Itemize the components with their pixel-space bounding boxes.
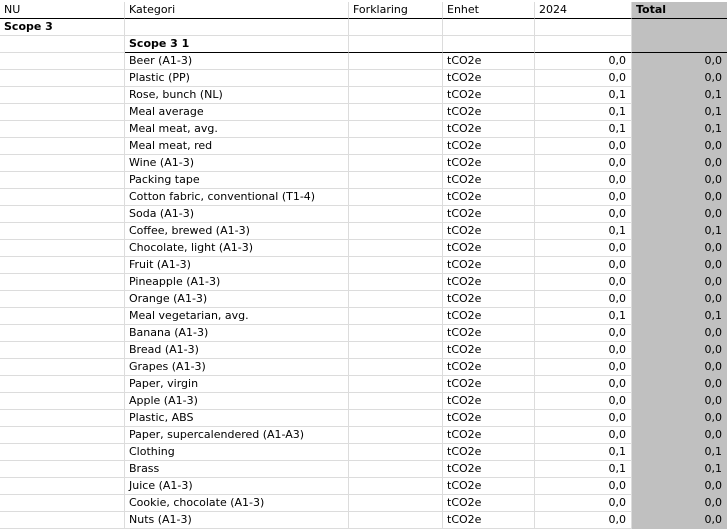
nu-cell[interactable] — [0, 104, 125, 121]
table-row — [0, 70, 727, 87]
enhet-cell[interactable]: tCO2e — [443, 87, 535, 104]
total-value-cell[interactable]: 0,0 — [632, 376, 727, 393]
enhet-cell[interactable]: tCO2e — [443, 291, 535, 308]
nu-cell[interactable] — [0, 410, 125, 427]
total-value-cell[interactable]: 0,1 — [632, 461, 727, 478]
total-value-cell[interactable]: 0,0 — [632, 53, 727, 70]
nu-cell[interactable] — [0, 138, 125, 155]
year-value-cell[interactable]: 0,1 — [535, 104, 632, 121]
year-value-cell[interactable]: 0,1 — [535, 308, 632, 325]
kategori-cell[interactable]: Apple (A1-3) — [125, 393, 349, 410]
forklaring-cell[interactable] — [349, 427, 443, 444]
kategori-cell[interactable]: Clothing — [125, 444, 349, 461]
kategori-cell[interactable]: Wine (A1-3) — [125, 155, 349, 172]
enhet-cell[interactable]: tCO2e — [443, 461, 535, 478]
year-value-cell[interactable]: 0,0 — [535, 70, 632, 87]
kategori-cell[interactable]: Paper, virgin — [125, 376, 349, 393]
total-value-cell[interactable]: 0,1 — [632, 444, 727, 461]
total-value-cell[interactable]: 0,0 — [632, 512, 727, 529]
nu-cell[interactable] — [0, 291, 125, 308]
enhet-cell[interactable]: tCO2e — [443, 359, 535, 376]
kategori-cell[interactable]: Plastic, ABS — [125, 410, 349, 427]
forklaring-cell[interactable] — [349, 308, 443, 325]
total-value-cell[interactable]: 0,1 — [632, 121, 727, 138]
nu-cell[interactable] — [0, 461, 125, 478]
kategori-cell[interactable]: Meal average — [125, 104, 349, 121]
nu-cell[interactable] — [0, 257, 125, 274]
nu-cell[interactable] — [0, 325, 125, 342]
section-row — [0, 19, 727, 36]
kategori-cell[interactable]: Pineapple (A1-3) — [125, 274, 349, 291]
header-total[interactable]: Total — [632, 2, 727, 19]
nu-cell[interactable] — [0, 172, 125, 189]
empty-cell[interactable] — [535, 19, 632, 36]
enhet-cell[interactable]: tCO2e — [443, 393, 535, 410]
kategori-cell[interactable]: Coffee, brewed (A1-3) — [125, 223, 349, 240]
table-row — [0, 478, 727, 495]
kategori-cell[interactable]: Cotton fabric, conventional (T1-4) — [125, 189, 349, 206]
table-row — [0, 189, 727, 206]
total-value-cell[interactable]: 0,0 — [632, 257, 727, 274]
forklaring-cell[interactable] — [349, 138, 443, 155]
enhet-cell[interactable]: tCO2e — [443, 444, 535, 461]
kategori-cell[interactable]: Soda (A1-3) — [125, 206, 349, 223]
forklaring-cell[interactable] — [349, 325, 443, 342]
nu-cell[interactable] — [0, 359, 125, 376]
year-value-cell[interactable]: 0,0 — [535, 155, 632, 172]
nu-cell[interactable] — [0, 223, 125, 240]
nu-cell[interactable] — [0, 495, 125, 512]
total-value-cell[interactable]: 0,0 — [632, 172, 727, 189]
enhet-cell[interactable]: tCO2e — [443, 53, 535, 70]
empty-cell[interactable] — [349, 36, 443, 53]
table-row — [0, 172, 727, 189]
year-value-cell[interactable]: 0,0 — [535, 342, 632, 359]
forklaring-cell[interactable] — [349, 87, 443, 104]
kategori-cell[interactable]: Brass — [125, 461, 349, 478]
total-value-cell[interactable]: 0,1 — [632, 308, 727, 325]
nu-cell[interactable] — [0, 274, 125, 291]
year-value-cell[interactable]: 0,1 — [535, 461, 632, 478]
total-value-cell[interactable]: 0,0 — [632, 359, 727, 376]
enhet-cell[interactable]: tCO2e — [443, 410, 535, 427]
year-value-cell[interactable]: 0,0 — [535, 427, 632, 444]
enhet-cell[interactable]: tCO2e — [443, 155, 535, 172]
nu-cell[interactable] — [0, 512, 125, 529]
year-value-cell[interactable]: 0,1 — [535, 444, 632, 461]
forklaring-cell[interactable] — [349, 461, 443, 478]
forklaring-cell[interactable] — [349, 189, 443, 206]
forklaring-cell[interactable] — [349, 155, 443, 172]
kategori-cell[interactable]: Grapes (A1-3) — [125, 359, 349, 376]
year-value-cell[interactable]: 0,1 — [535, 87, 632, 104]
forklaring-cell[interactable] — [349, 495, 443, 512]
total-value-cell[interactable]: 0,0 — [632, 427, 727, 444]
forklaring-cell[interactable] — [349, 410, 443, 427]
nu-cell[interactable] — [0, 376, 125, 393]
enhet-cell[interactable]: tCO2e — [443, 427, 535, 444]
nu-cell[interactable] — [0, 444, 125, 461]
forklaring-cell[interactable] — [349, 291, 443, 308]
table-row — [0, 274, 727, 291]
table-row — [0, 512, 727, 529]
total-value-cell[interactable]: 0,0 — [632, 410, 727, 427]
enhet-cell[interactable]: tCO2e — [443, 121, 535, 138]
empty-cell[interactable] — [632, 36, 727, 53]
table-row — [0, 223, 727, 240]
kategori-cell[interactable]: Nuts (A1-3) — [125, 512, 349, 529]
kategori-cell[interactable]: Meal meat, avg. — [125, 121, 349, 138]
table-row — [0, 495, 727, 512]
nu-cell[interactable] — [0, 206, 125, 223]
year-value-cell[interactable]: 0,0 — [535, 189, 632, 206]
year-value-cell[interactable]: 0,0 — [535, 257, 632, 274]
total-value-cell[interactable]: 0,0 — [632, 240, 727, 257]
total-value-cell[interactable]: 0,0 — [632, 291, 727, 308]
forklaring-cell[interactable] — [349, 223, 443, 240]
forklaring-cell[interactable] — [349, 376, 443, 393]
table-row — [0, 410, 727, 427]
table-row — [0, 121, 727, 138]
subsection-row — [0, 36, 727, 53]
nu-cell[interactable] — [0, 427, 125, 444]
year-value-cell[interactable]: 0,0 — [535, 291, 632, 308]
table-row — [0, 444, 727, 461]
nu-cell[interactable] — [0, 308, 125, 325]
table-row — [0, 342, 727, 359]
kategori-cell[interactable]: Fruit (A1-3) — [125, 257, 349, 274]
forklaring-cell[interactable] — [349, 121, 443, 138]
kategori-cell[interactable]: Meal vegetarian, avg. — [125, 308, 349, 325]
enhet-cell[interactable]: tCO2e — [443, 70, 535, 87]
enhet-cell[interactable]: tCO2e — [443, 325, 535, 342]
forklaring-cell[interactable] — [349, 104, 443, 121]
kategori-cell[interactable]: Rose, bunch (NL) — [125, 87, 349, 104]
kategori-cell[interactable]: Juice (A1-3) — [125, 478, 349, 495]
enhet-cell[interactable]: tCO2e — [443, 223, 535, 240]
forklaring-cell[interactable] — [349, 359, 443, 376]
forklaring-cell[interactable] — [349, 274, 443, 291]
total-value-cell[interactable]: 0,0 — [632, 274, 727, 291]
total-value-cell[interactable]: 0,0 — [632, 342, 727, 359]
year-value-cell[interactable]: 0,0 — [535, 393, 632, 410]
forklaring-cell[interactable] — [349, 444, 443, 461]
table-row — [0, 138, 727, 155]
nu-cell[interactable] — [0, 53, 125, 70]
total-value-cell[interactable]: 0,0 — [632, 155, 727, 172]
kategori-cell[interactable]: Banana (A1-3) — [125, 325, 349, 342]
table-row — [0, 257, 727, 274]
table-row — [0, 393, 727, 410]
year-value-cell[interactable]: 0,0 — [535, 240, 632, 257]
table-row — [0, 325, 727, 342]
kategori-cell[interactable]: Plastic (PP) — [125, 70, 349, 87]
total-value-cell[interactable]: 0,0 — [632, 189, 727, 206]
year-value-cell[interactable]: 0,0 — [535, 359, 632, 376]
enhet-cell[interactable]: tCO2e — [443, 478, 535, 495]
table-row — [0, 291, 727, 308]
year-value-cell[interactable]: 0,0 — [535, 410, 632, 427]
kategori-cell[interactable]: Paper, supercalendered (A1-A3) — [125, 427, 349, 444]
forklaring-cell[interactable] — [349, 342, 443, 359]
total-value-cell[interactable]: 0,0 — [632, 325, 727, 342]
total-value-cell[interactable]: 0,1 — [632, 223, 727, 240]
enhet-cell[interactable]: tCO2e — [443, 342, 535, 359]
empty-cell[interactable] — [125, 19, 349, 36]
table-row — [0, 427, 727, 444]
enhet-cell[interactable]: tCO2e — [443, 138, 535, 155]
total-value-cell[interactable]: 0,0 — [632, 393, 727, 410]
section-label[interactable]: Scope 3 — [0, 19, 125, 36]
enhet-cell[interactable]: tCO2e — [443, 308, 535, 325]
total-value-cell[interactable]: 0,0 — [632, 206, 727, 223]
year-value-cell[interactable]: 0,0 — [535, 325, 632, 342]
empty-cell[interactable] — [443, 19, 535, 36]
kategori-cell[interactable]: Orange (A1-3) — [125, 291, 349, 308]
forklaring-cell[interactable] — [349, 478, 443, 495]
subsection-label[interactable]: Scope 3 1 — [125, 36, 349, 53]
nu-cell[interactable] — [0, 155, 125, 172]
forklaring-cell[interactable] — [349, 53, 443, 70]
header-nu[interactable]: NU — [0, 2, 125, 19]
table-row — [0, 206, 727, 223]
header-row — [0, 2, 727, 19]
table-row — [0, 376, 727, 393]
table-row — [0, 155, 727, 172]
year-value-cell[interactable]: 0,0 — [535, 512, 632, 529]
total-value-cell[interactable]: 0,0 — [632, 478, 727, 495]
nu-cell[interactable] — [0, 87, 125, 104]
enhet-cell[interactable]: tCO2e — [443, 206, 535, 223]
table-row — [0, 461, 727, 478]
forklaring-cell[interactable] — [349, 257, 443, 274]
enhet-cell[interactable]: tCO2e — [443, 376, 535, 393]
kategori-cell[interactable]: Bread (A1-3) — [125, 342, 349, 359]
total-value-cell[interactable]: 0,0 — [632, 70, 727, 87]
header-forklaring[interactable]: Forklaring — [349, 2, 443, 19]
table-row — [0, 87, 727, 104]
forklaring-cell[interactable] — [349, 70, 443, 87]
header-enhet[interactable]: Enhet — [443, 2, 535, 19]
header-kategori[interactable]: Kategori — [125, 2, 349, 19]
kategori-cell[interactable]: Beer (A1-3) — [125, 53, 349, 70]
forklaring-cell[interactable] — [349, 206, 443, 223]
year-value-cell[interactable]: 0,0 — [535, 478, 632, 495]
enhet-cell[interactable]: tCO2e — [443, 495, 535, 512]
empty-cell[interactable] — [443, 36, 535, 53]
year-value-cell[interactable]: 0,0 — [535, 53, 632, 70]
enhet-cell[interactable]: tCO2e — [443, 189, 535, 206]
empty-cell[interactable] — [0, 36, 125, 53]
year-value-cell[interactable]: 0,0 — [535, 495, 632, 512]
nu-cell[interactable] — [0, 342, 125, 359]
total-value-cell[interactable]: 0,0 — [632, 138, 727, 155]
enhet-cell[interactable]: tCO2e — [443, 257, 535, 274]
nu-cell[interactable] — [0, 478, 125, 495]
enhet-cell[interactable]: tCO2e — [443, 512, 535, 529]
table-row — [0, 104, 727, 121]
year-value-cell[interactable]: 0,0 — [535, 138, 632, 155]
enhet-cell[interactable]: tCO2e — [443, 172, 535, 189]
kategori-cell[interactable]: Cookie, chocolate (A1-3) — [125, 495, 349, 512]
year-value-cell[interactable]: 0,0 — [535, 274, 632, 291]
table-row — [0, 240, 727, 257]
empty-cell[interactable] — [632, 19, 727, 36]
enhet-cell[interactable]: tCO2e — [443, 240, 535, 257]
year-value-cell[interactable]: 0,0 — [535, 376, 632, 393]
nu-cell[interactable] — [0, 189, 125, 206]
year-value-cell[interactable]: 0,1 — [535, 223, 632, 240]
forklaring-cell[interactable] — [349, 240, 443, 257]
header-year[interactable]: 2024 — [535, 2, 632, 19]
table-row — [0, 308, 727, 325]
year-value-cell[interactable]: 0,1 — [535, 121, 632, 138]
year-value-cell[interactable]: 0,0 — [535, 172, 632, 189]
table-row — [0, 53, 727, 70]
nu-cell[interactable] — [0, 393, 125, 410]
enhet-cell[interactable]: tCO2e — [443, 274, 535, 291]
year-value-cell[interactable]: 0,0 — [535, 206, 632, 223]
kategori-cell[interactable]: Meal meat, red — [125, 138, 349, 155]
nu-cell[interactable] — [0, 70, 125, 87]
empty-cell[interactable] — [349, 19, 443, 36]
enhet-cell[interactable]: tCO2e — [443, 104, 535, 121]
total-value-cell[interactable]: 0,1 — [632, 87, 727, 104]
kategori-cell[interactable]: Packing tape — [125, 172, 349, 189]
nu-cell[interactable] — [0, 121, 125, 138]
forklaring-cell[interactable] — [349, 172, 443, 189]
kategori-cell[interactable]: Chocolate, light (A1-3) — [125, 240, 349, 257]
total-value-cell[interactable]: 0,1 — [632, 104, 727, 121]
total-value-cell[interactable]: 0,0 — [632, 495, 727, 512]
table-row — [0, 359, 727, 376]
empty-cell[interactable] — [535, 36, 632, 53]
forklaring-cell[interactable] — [349, 512, 443, 529]
forklaring-cell[interactable] — [349, 393, 443, 410]
nu-cell[interactable] — [0, 240, 125, 257]
